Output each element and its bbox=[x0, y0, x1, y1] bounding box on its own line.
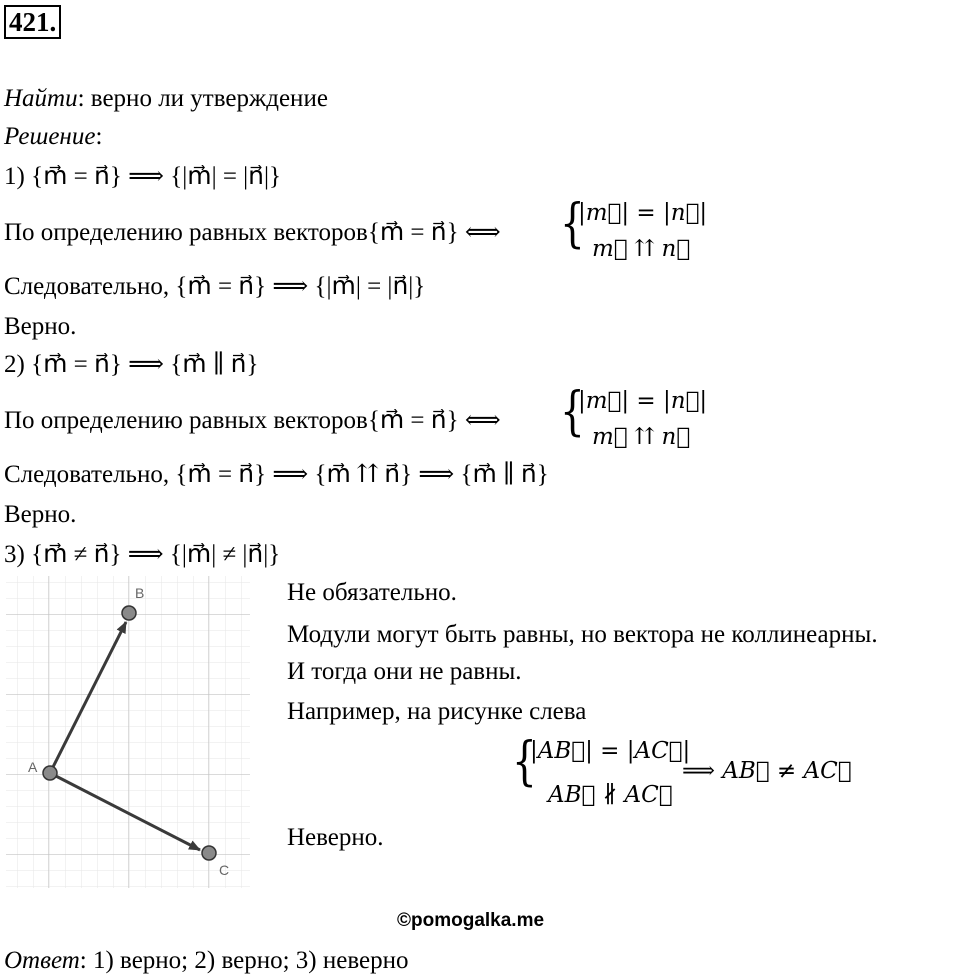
statement-3-system-top: |AB⃗| = |AC⃗| bbox=[530, 738, 691, 764]
solution-heading bbox=[4, 122, 102, 152]
statement-1-brace: { bbox=[560, 194, 585, 254]
statement-3-system-bottom: AB⃗ ∦ AC⃗ bbox=[548, 782, 673, 808]
statement-2-system-top: |m⃗| = |n⃗| bbox=[578, 388, 708, 414]
statement-3-line-4: Например, на рисунке слева bbox=[287, 698, 587, 725]
statement-1-claim: 1) {m⃗ = n⃗} ⟹ {|m⃗| = |n⃗|} bbox=[4, 163, 282, 190]
statement-2-claim: 2) {m⃗ = n⃗} ⟹ {m⃗ ∥ n⃗} bbox=[4, 351, 259, 378]
statement-3-verdict: Неверно. bbox=[287, 824, 384, 851]
grid bbox=[6, 576, 250, 888]
watermark: ©pomogalka.me bbox=[397, 910, 545, 931]
label-c: C bbox=[219, 862, 230, 878]
solution-label: Решение bbox=[4, 123, 96, 150]
statement-3-line-2: Модули могут быть равны, но вектора не коллинеарны. bbox=[287, 621, 878, 648]
point-a bbox=[43, 766, 57, 780]
statement-2-system-bottom: m⃗ ⇈ n⃗ bbox=[592, 424, 691, 450]
statement-3-result: ⟹ AB⃗ ≠ AC⃗ bbox=[682, 758, 852, 784]
find-line bbox=[4, 84, 328, 114]
statement-3-line-1: Не обязательно. bbox=[287, 579, 457, 606]
statement-1-definition: По определению равных векторов{m⃗ = n⃗} ⟺ bbox=[4, 219, 501, 246]
statement-1-verdict: Верно. bbox=[4, 313, 77, 340]
vector-figure bbox=[0, 572, 262, 892]
point-b bbox=[122, 606, 136, 620]
statement-3-brace: { bbox=[512, 732, 537, 792]
problem-number: 421. bbox=[4, 5, 61, 39]
statement-3-claim: 3) {m⃗ ≠ n⃗} ⟹ {|m⃗| ≠ |n⃗|} bbox=[4, 541, 281, 568]
point-c bbox=[202, 846, 216, 860]
label-a: A bbox=[28, 759, 38, 775]
statement-1-system-bottom: m⃗ ⇈ n⃗ bbox=[592, 236, 691, 262]
statement-3-line-3: И тогда они не равны. bbox=[287, 658, 522, 685]
find-text: : верно ли утверждение bbox=[77, 85, 328, 112]
statement-2-conclusion: Следовательно, {m⃗ = n⃗} ⟹ {m⃗ ⇈ n⃗} ⟹ {m⃗ ∥ n⃗} bbox=[4, 461, 549, 488]
statement-1-system-top: |m⃗| = |n⃗| bbox=[578, 200, 708, 226]
statement-1-conclusion: Следовательно, {m⃗ = n⃗} ⟹ {|m⃗| = |n⃗|} bbox=[4, 273, 426, 300]
label-b: B bbox=[135, 585, 145, 601]
answer-line bbox=[4, 946, 408, 976]
find-label: Найти bbox=[4, 85, 78, 112]
statement-2-brace: { bbox=[560, 382, 585, 442]
statement-2-definition: По определению равных векторов{m⃗ = n⃗} ⟺ bbox=[4, 407, 501, 434]
solution-colon: : bbox=[95, 123, 103, 150]
answer-label: Ответ bbox=[4, 947, 80, 974]
answer-text: : 1) верно; 2) верно; 3) неверно bbox=[79, 947, 409, 974]
statement-2-verdict: Верно. bbox=[4, 501, 77, 528]
